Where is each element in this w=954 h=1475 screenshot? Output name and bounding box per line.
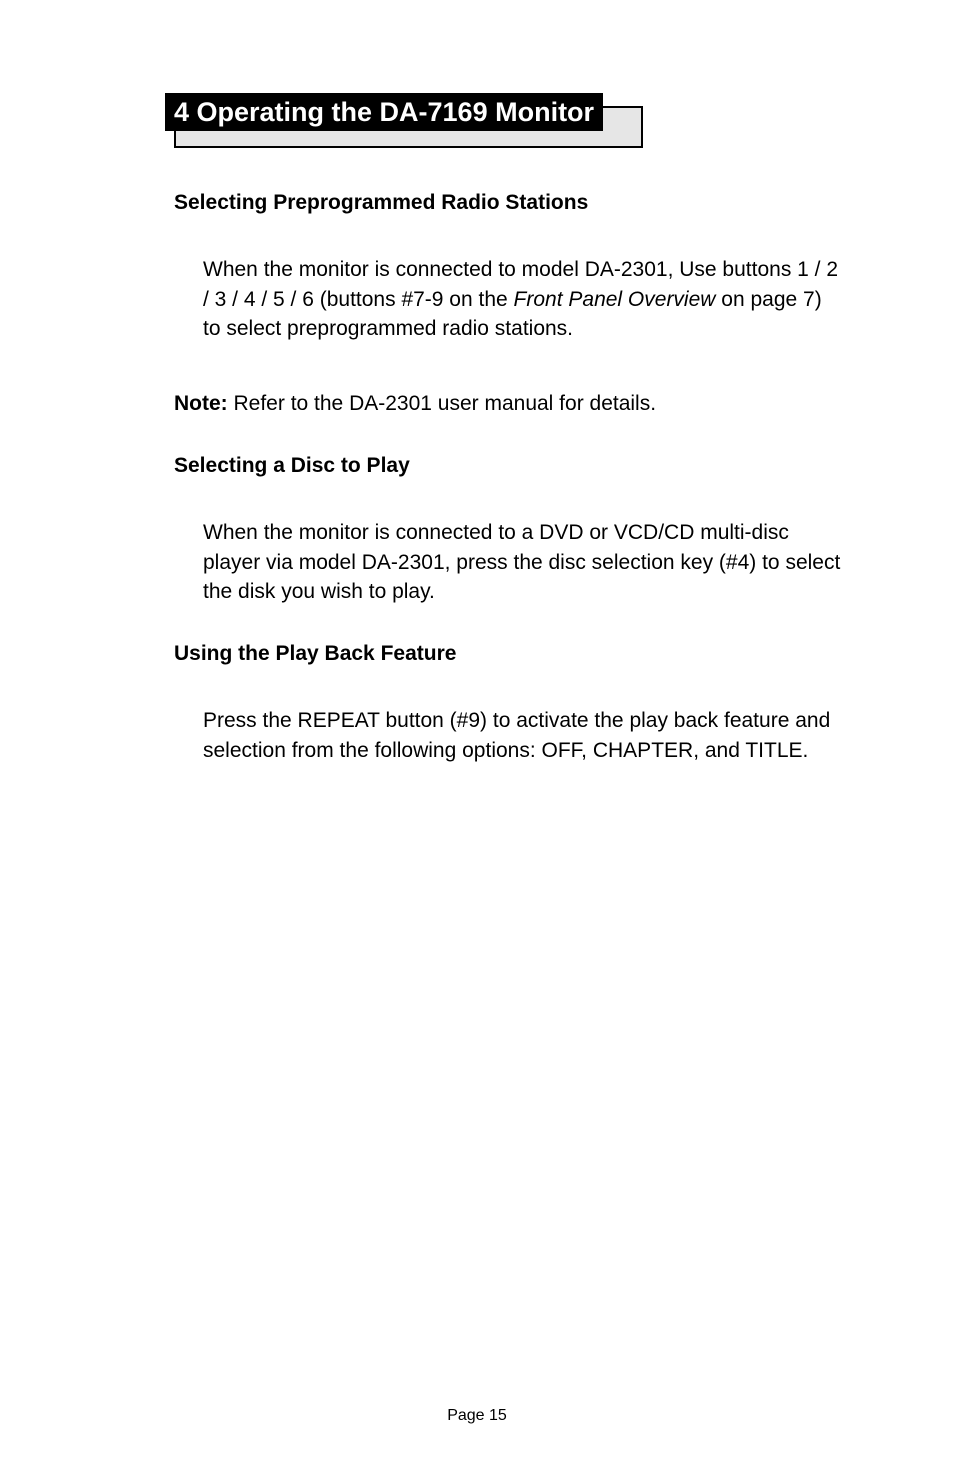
section-heading-play-back: Using the Play Back Feature xyxy=(174,642,457,665)
note xyxy=(174,389,854,418)
body-text: on page 7) to select preprogrammed radio stations. xyxy=(203,287,822,340)
chapter-header xyxy=(165,93,643,147)
section-heading-radio-stations: Selecting Preprogrammed Radio Stations xyxy=(174,191,589,214)
body-text: When the monitor is connected to model DA-2301, Use buttons 1 / 2 / 3 / 4 / 5 / 6 (buttons #7-9 on the xyxy=(203,258,839,311)
chapter-title: 4 Operating the DA-7169 Monitor xyxy=(165,93,603,131)
note-label: Note: xyxy=(174,392,228,415)
page-number: Page 15 xyxy=(447,1407,507,1424)
section-body-radio-stations xyxy=(203,255,843,344)
section-body-disc-to-play: When the monitor is connected to a DVD or VCD/CD multi-disc player via model DA-2301, press the disc selection key (#4) to select the disk you wish to play. xyxy=(203,521,841,603)
section-heading-disc-to-play: Selecting a Disc to Play xyxy=(174,454,410,477)
note-text: Refer to the DA-2301 user manual for details. xyxy=(227,392,657,415)
front-panel-overview-reference: Front Panel Overview xyxy=(513,287,716,311)
section-body-play-back: Press the REPEAT button (#9) to activate the play back feature and selection from the following options: OFF, CHAPTER, and TITLE. xyxy=(203,709,831,762)
